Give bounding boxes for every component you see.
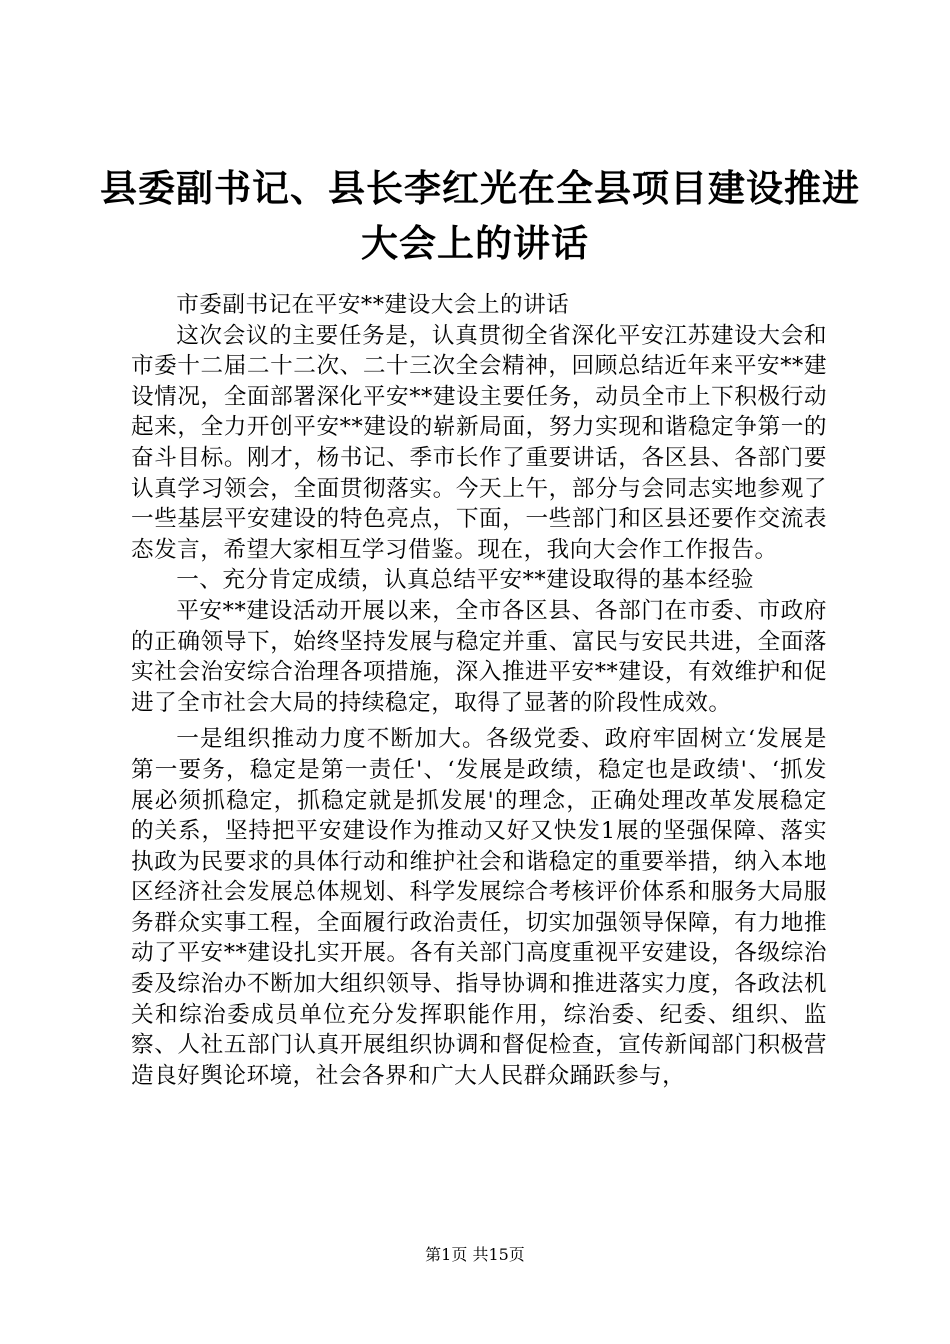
paragraph: 一是组织推动力度不断加大。各级党委、政府牢固树立‘发展是第一要务，稳定是第一责任'、‘发展是政绩，稳定也是政绩'、‘抓发展必须抓稳定，抓稳定就是抓发展'的理念，正确处理改革发展稳定的关系，坚持把平安建设作为推动又好又快发1展的坚强保障、落实执政为民要求的具体行动和维护社会和谐稳定的重要举措，纳入本地区经济社会发展总体规划、科学发展综合考核评价体系和服务大局服务群众实事工程，全面履行政治责任，切实加强领导保障，有力地推动了平安**建设扎实开展。各有关部门高度重视平安建设，各级综治委及综治办不断加大组织领导、指导协调和推进落实力度，各政法机关和综治委成员单位充分发挥职能作用，综治委、纪委、组织、监察、人社五部门认真开展组织协调和督促检查，宣传新闻部门积极营造良好舆论环境，社会各界和广大人民群众踊跃参与， [131,726,827,1089]
paragraph-subtitle: 市委副书记在平安**建设大会上的讲话 [176,292,570,318]
paragraph: 这次会议的主要任务是，认真贯彻全省深化平安江苏建设大会和市委十二届二十二次、二十三次全会精神，回顾总结近年来平安**建设情况，全面部署深化平安**建设主要任务，动员全市上下积极行动起来，全力开创平安**建设的崭新局面，努力实现和谐稳定争第一的奋斗目标。刚才，杨书记、季市长作了重要讲话，各区县、各部门要认真学习领会，全面贯彻落实。今天上午，部分与会同志实地参观了一些基层平安建设的特色亮点，下面，一些部门和区县还要作交流表态发言，希望大家相互学习借鉴。现在，我向大会作工作报告。 [131,322,827,563]
page-number-footer: 第1页 共15页 [425,1245,525,1264]
document-title-line-2: 大会上的讲话 [361,221,589,265]
document-title-line-1: 县委副书记、县长李红光在全县项目建设推进 [100,166,860,210]
document-body [131,290,827,1091]
section-heading: 一、充分肯定成绩，认真总结平安**建设取得的基本经验 [176,567,755,594]
paragraph: 平安**建设活动开展以来，全市各区县、各部门在市委、市政府的正确领导下，始终坚持发展与稳定并重、富民与安民共进，全面落实社会治安综合治理各项措施，深入推进平安**建设，有效维护和促进了全市社会大局的持续稳定，取得了显著的阶段性成效。 [131,597,827,716]
